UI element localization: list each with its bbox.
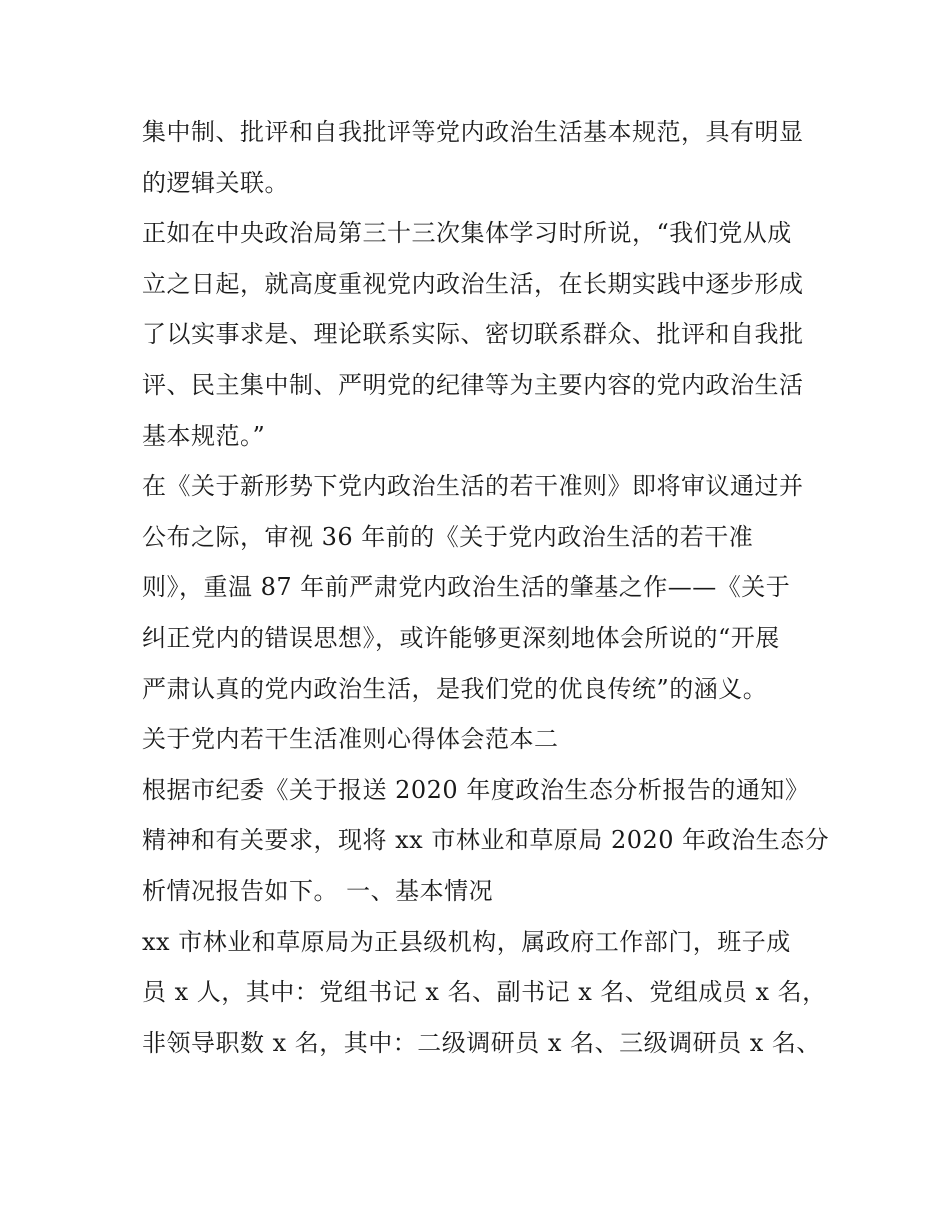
text-line: 员 x 人，其中：党组书记 x 名、副书记 x 名、党组成员 x 名， xyxy=(142,978,827,1007)
text-line: 的逻辑关联。 xyxy=(142,168,289,197)
text-line: 严肃认真的党内政治生活，是我们党的优良传统”的涵义。 xyxy=(142,674,768,703)
text-line: 集中制、批评和自我批评等党内政治生活基本规范，具有明显 xyxy=(142,118,804,146)
text-line: 了以实事求是、理论联系实际、密切联系群众、批评和自我批 xyxy=(142,320,804,349)
text-line: 正如在中央政治局第三十三次集体学习时所说，“我们党从成 xyxy=(142,219,792,248)
text-line: 立之日起，就高度重视党内政治生活，在长期实践中逐步形成 xyxy=(142,269,804,298)
text-line: 精神和有关要求，现将 xx 市林业和草原局 2020 年政治生态分 xyxy=(142,826,830,855)
text-line: 公布之际，审视 36 年前的《关于党内政治生活的若干准 xyxy=(142,522,754,551)
text-line: 析情况报告如下。 一、基本情况 xyxy=(142,876,494,905)
text-line: xx 市林业和草原局为正县级机构，属政府工作部门，班子成 xyxy=(142,927,791,956)
text-line: 基本规范。” xyxy=(142,421,266,450)
document-body xyxy=(142,107,830,1068)
text-line: 则》，重温 87 年前严肃党内政治生活的肇基之作——《关于 xyxy=(142,573,791,602)
text-line: 纠正党内的错误思想》，或许能够更深刻地体会所说的“开展 xyxy=(142,623,780,652)
text-line: 非领导职数 x 名，其中：二级调研员 x 名、三级调研员 x 名、 xyxy=(142,1028,821,1057)
text-line: 评、民主集中制、严明党的纪律等为主要内容的党内政治生活 xyxy=(142,370,804,399)
text-line: 根据市纪委《关于报送 2020 年度政治生态分析报告的通知》 xyxy=(142,775,810,804)
section-heading: 关于党内若干生活准则心得体会范本二 xyxy=(142,725,559,754)
text-line: 在《关于新形势下党内政治生活的若干准则》即将审议通过并 xyxy=(142,472,804,501)
